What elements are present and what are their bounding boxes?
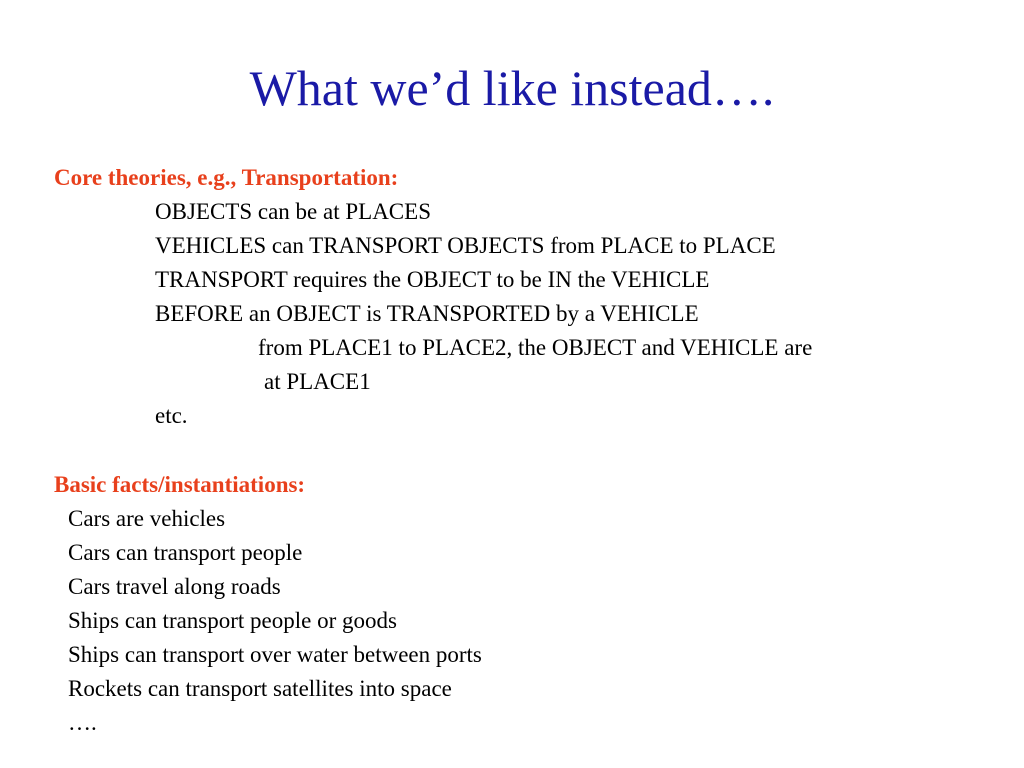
core-theory-line: BEFORE an OBJECT is TRANSPORTED by a VEHICLE — [155, 301, 699, 326]
basic-fact-line: …. — [68, 710, 97, 735]
slide-title: What we’d like instead…. — [249, 60, 775, 116]
core-theory-line: OBJECTS can be at PLACES — [155, 199, 431, 224]
basic-fact-line: Ships can transport over water between ports — [68, 642, 482, 667]
basic-fact-line: Rockets can transport satellites into space — [68, 676, 452, 701]
basic-fact-line: Cars can transport people — [68, 540, 303, 565]
core-theory-line: at PLACE1 — [264, 369, 371, 394]
core-theories-heading: Core theories, e.g., Transportation: — [54, 165, 399, 190]
basic-fact-line: Ships can transport people or goods — [68, 608, 397, 633]
core-theory-line: etc. — [155, 403, 188, 428]
core-theory-line: from PLACE1 to PLACE2, the OBJECT and VEHICLE are — [258, 335, 813, 360]
core-theory-line: TRANSPORT requires the OBJECT to be IN the VEHICLE — [155, 267, 710, 292]
basic-fact-line: Cars are vehicles — [68, 506, 226, 531]
basic-facts-heading: Basic facts/instantiations: — [54, 472, 306, 497]
basic-fact-line: Cars travel along roads — [68, 574, 281, 599]
core-theory-line: VEHICLES can TRANSPORT OBJECTS from PLACE to PLACE — [155, 233, 776, 258]
